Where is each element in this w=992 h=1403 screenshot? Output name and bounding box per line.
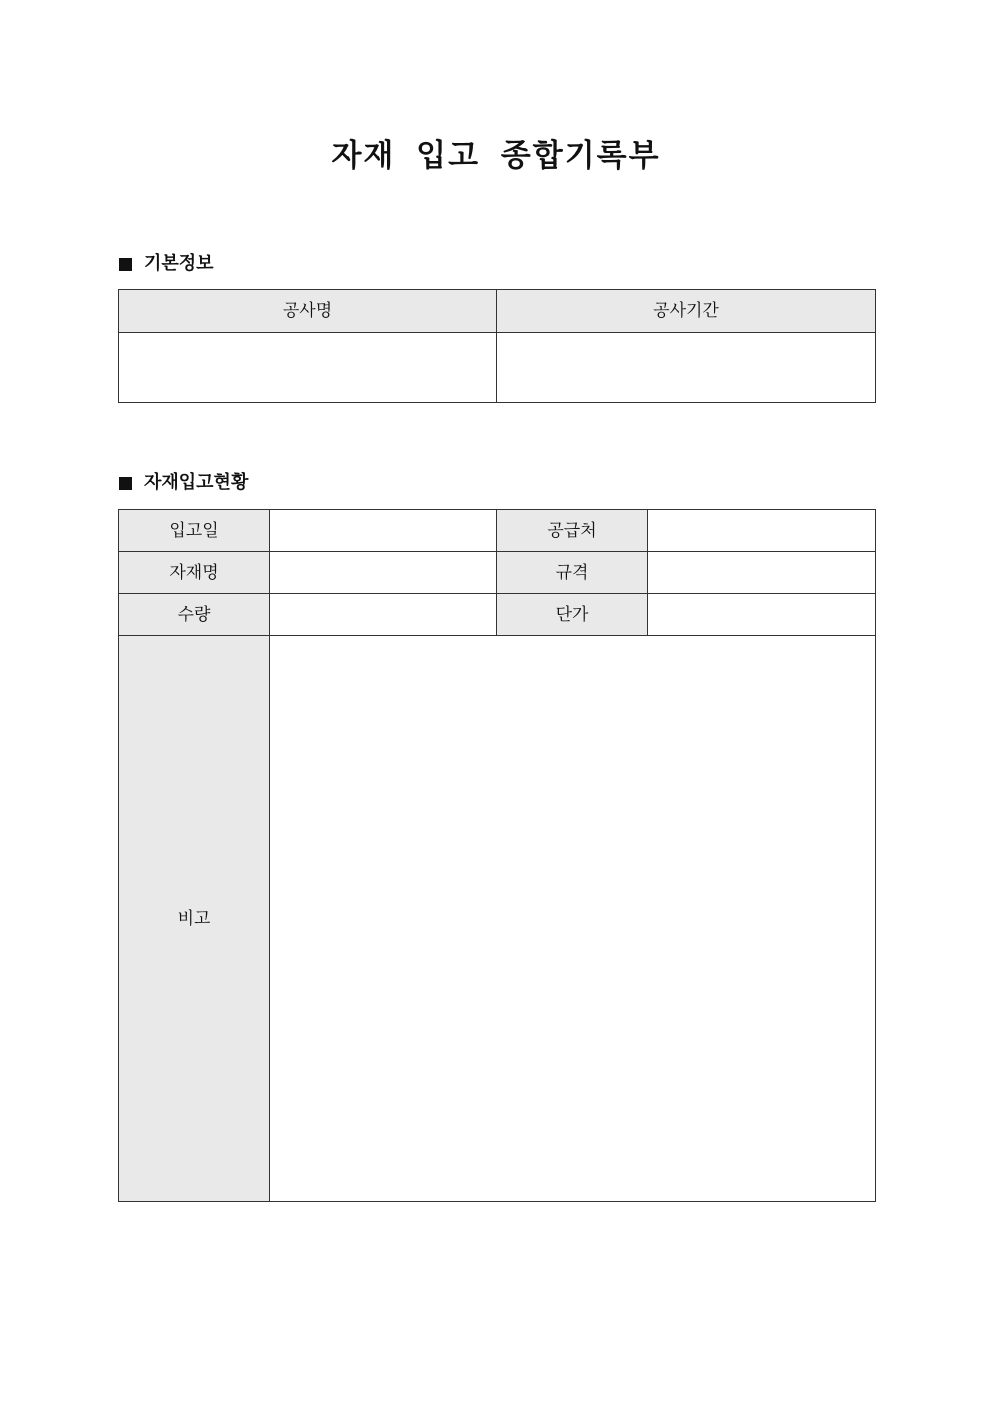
receipt-date-label: 입고일 (119, 510, 270, 552)
quantity-field[interactable] (270, 594, 497, 636)
basic-info-heading-label: 기본정보 (144, 253, 214, 274)
quantity-label: 수량 (119, 594, 270, 636)
basic-info-heading (119, 252, 214, 276)
basic-info-value-row (119, 333, 876, 403)
square-bullet-icon (119, 477, 132, 490)
supplier-field[interactable] (648, 510, 876, 552)
material-receipt-heading (119, 471, 248, 495)
basic-info-header-row (119, 290, 876, 333)
material-receipt-heading-label: 자재입고현황 (144, 472, 249, 493)
unit-price-label: 단가 (497, 594, 648, 636)
page-title: 자재 입고 종합기록부 (331, 138, 661, 174)
unit-price-field[interactable] (648, 594, 876, 636)
project-name-field[interactable] (119, 333, 497, 403)
square-bullet-icon (119, 258, 132, 271)
specification-field[interactable] (648, 552, 876, 594)
basic-info-table (118, 289, 876, 403)
table-row (119, 510, 876, 552)
material-name-label: 자재명 (119, 552, 270, 594)
material-name-field[interactable] (270, 552, 497, 594)
project-period-field[interactable] (497, 333, 876, 403)
specification-label: 규격 (497, 552, 648, 594)
project-period-header: 공사기간 (497, 290, 876, 333)
receipt-date-field[interactable] (270, 510, 497, 552)
table-row (119, 594, 876, 636)
remarks-field[interactable] (270, 636, 876, 1202)
remarks-label: 비고 (119, 636, 270, 1202)
supplier-label: 공급처 (497, 510, 648, 552)
remarks-row (119, 636, 876, 1202)
table-row (119, 552, 876, 594)
project-name-header: 공사명 (119, 290, 497, 333)
material-receipt-table (118, 509, 876, 1202)
